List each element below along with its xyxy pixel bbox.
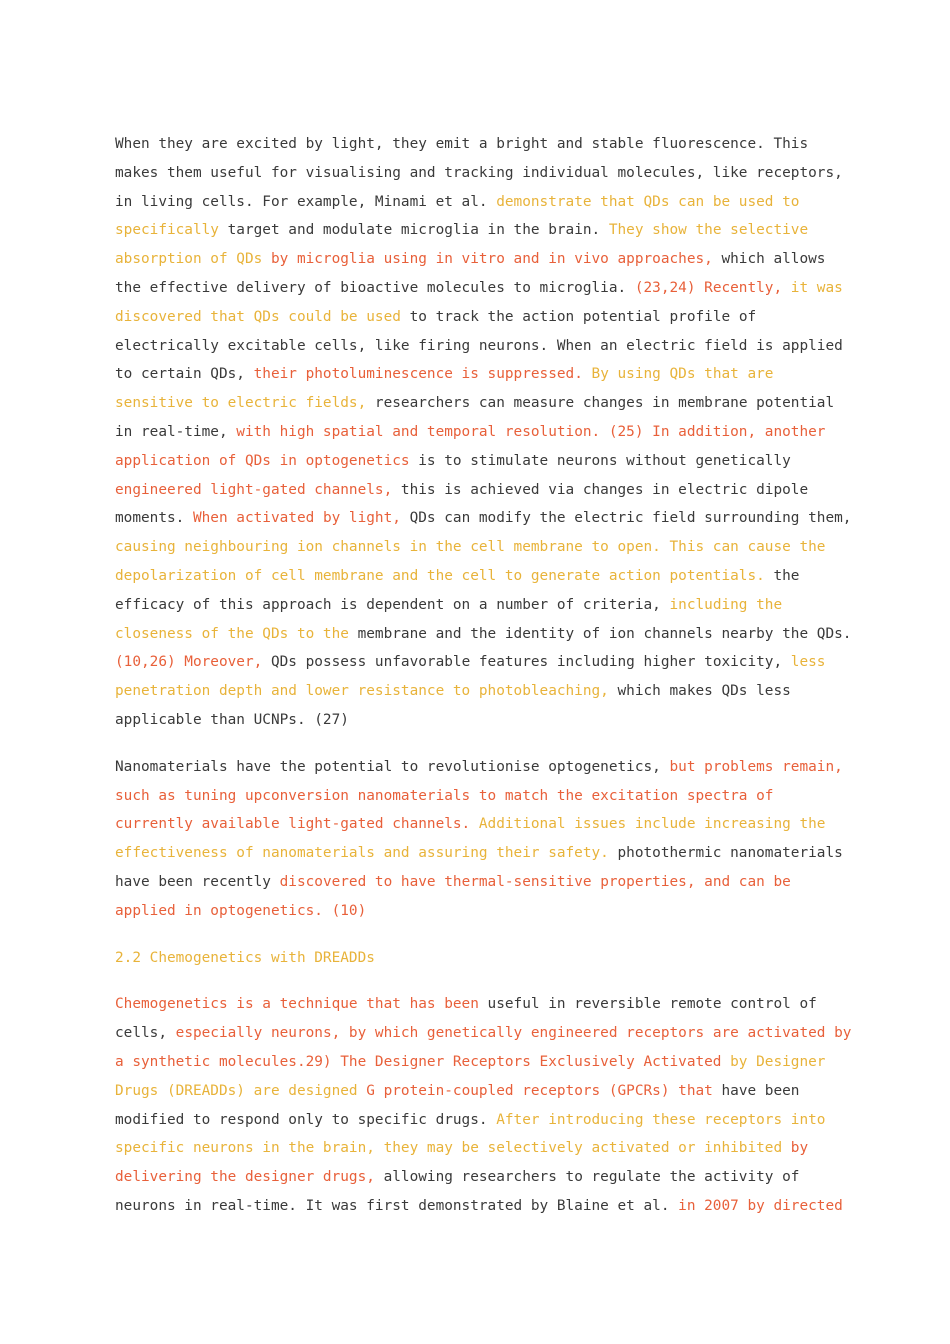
highlighted-text-span: such as tuning upconversion nanomaterials to match the excitation spectra of bbox=[115, 787, 774, 804]
text-line bbox=[115, 274, 845, 303]
text-line bbox=[115, 677, 845, 706]
text-span: When they are excited by light, they emit a bright and stable fluorescence. This bbox=[115, 136, 809, 152]
text-span: QDs can modify the electric field surrounding them, bbox=[400, 510, 852, 527]
text-line bbox=[115, 1163, 845, 1192]
highlighted-text-span: by bbox=[790, 1140, 809, 1157]
text-line bbox=[115, 332, 845, 361]
text-span: the bbox=[764, 567, 800, 584]
text-line bbox=[115, 648, 845, 677]
text-line bbox=[115, 303, 845, 332]
text-line bbox=[115, 504, 852, 533]
highlighted-text-span: 2.2 Chemogenetics with DREADDs bbox=[115, 949, 375, 966]
text-span: neurons in real-time. It was first demonstrated by Blaine et al. bbox=[115, 1197, 679, 1214]
text-line bbox=[115, 706, 845, 735]
text-line bbox=[115, 245, 845, 274]
highlighted-text-span: application of QDs in optogenetics bbox=[115, 452, 410, 469]
highlighted-text-span: G protein-coupled receptors (GPCRs) that bbox=[366, 1082, 713, 1099]
text-line bbox=[115, 1077, 845, 1106]
highlighted-text-span: their photoluminescence is suppressed. bbox=[253, 366, 592, 383]
text-line bbox=[115, 418, 845, 447]
text-line bbox=[115, 944, 845, 973]
text-line bbox=[115, 389, 845, 418]
text-span: QDs possess unfavorable features including higher toxicity, bbox=[262, 654, 791, 671]
highlighted-text-span: They show the selective bbox=[608, 222, 809, 239]
text-span: cells, bbox=[115, 1025, 176, 1042]
text-line bbox=[115, 533, 845, 562]
highlighted-text-span: but problems remain, bbox=[669, 758, 843, 775]
text-line bbox=[115, 188, 845, 217]
highlighted-text-span: demonstrate that QDs can be used to bbox=[496, 193, 800, 210]
text-span: modified to respond only to specific drugs. bbox=[115, 1111, 497, 1128]
highlighted-text-span: by Designer bbox=[730, 1053, 826, 1070]
highlighted-text-span: By using QDs that are bbox=[591, 366, 774, 383]
text-line bbox=[115, 782, 845, 811]
text-span: this is achieved via changes in electric dipole bbox=[392, 481, 809, 498]
highlighted-text-span: in 2007 by directed bbox=[678, 1197, 843, 1214]
text-span: electrically excitable cells, like firing neurons. When an electric field is applied bbox=[115, 337, 843, 354]
highlighted-text-span: currently available light-gated channels. bbox=[115, 816, 479, 833]
document-body bbox=[115, 130, 852, 1239]
text-span: in real-time, bbox=[115, 423, 237, 440]
highlighted-text-span: Drugs (DREADDs) are designed bbox=[115, 1082, 367, 1099]
text-line bbox=[115, 476, 845, 505]
text-line bbox=[115, 1048, 845, 1077]
text-span: membrane and the identity of ion channels nearby the QDs. bbox=[348, 625, 852, 642]
text-line bbox=[115, 839, 845, 868]
highlighted-text-span: When activated by light, bbox=[192, 510, 401, 527]
highlighted-text-span: discovered to have thermal-sensitive properties, and can be bbox=[279, 873, 791, 890]
text-line bbox=[115, 810, 845, 839]
text-line bbox=[115, 620, 852, 649]
text-span: Nanomaterials have the potential to revolutionise optogenetics, bbox=[115, 758, 670, 775]
text-span: to track the action potential profile of bbox=[400, 308, 757, 325]
text-span: makes them useful for visualising and tracking individual molecules, like receptors, bbox=[115, 164, 843, 181]
highlighted-text-span: delivering the designer drugs, bbox=[115, 1169, 375, 1186]
text-line bbox=[115, 753, 845, 782]
text-span: applicable than UCNPs. (27) bbox=[115, 711, 349, 728]
text-span: to certain QDs, bbox=[115, 366, 254, 383]
highlighted-text-span: penetration depth and lower resistance to photobleaching, bbox=[115, 683, 609, 700]
highlighted-text-span: with high spatial and temporal resolution. (25) In addition, another bbox=[236, 423, 826, 440]
highlighted-text-span: (23,24) Recently, bbox=[634, 279, 791, 296]
highlighted-text-span: less bbox=[790, 654, 826, 671]
text-span: which allows bbox=[712, 251, 826, 268]
text-span: the effective delivery of bioactive molecules to microglia. bbox=[115, 279, 635, 296]
highlighted-text-span: causing neighbouring ion channels in the cell membrane to open. This can cause the bbox=[115, 539, 826, 556]
section-heading bbox=[115, 944, 845, 973]
highlighted-text-span: effectiveness of nanomaterials and assuring their safety. bbox=[115, 845, 609, 862]
text-line bbox=[115, 130, 845, 159]
text-line bbox=[115, 990, 845, 1019]
text-span: in living cells. For example, Minami et al. bbox=[115, 193, 497, 210]
text-span: have been bbox=[712, 1082, 800, 1099]
highlighted-text-span: by microglia using in vitro and in vivo approaches, bbox=[270, 251, 713, 268]
text-line bbox=[115, 591, 845, 620]
highlighted-text-span: depolarization of cell membrane and the cell to generate action potentials. bbox=[115, 567, 765, 584]
text-span: moments. bbox=[115, 510, 193, 527]
highlighted-text-span: discovered that QDs could be used bbox=[115, 308, 401, 325]
text-line bbox=[115, 1192, 845, 1221]
highlighted-text-span: a synthetic molecules.29) The Designer Receptors Exclusively Activated bbox=[115, 1053, 731, 1070]
text-line bbox=[115, 1134, 845, 1163]
highlighted-text-span: absorption of QDs bbox=[115, 251, 271, 268]
text-line bbox=[115, 1106, 845, 1135]
text-span: efficacy of this approach is dependent on a number of criteria, bbox=[115, 596, 670, 613]
text-line bbox=[115, 447, 845, 476]
text-span: photothermic nanomaterials bbox=[608, 845, 843, 862]
highlighted-text-span: Additional issues include increasing the bbox=[478, 816, 826, 833]
highlighted-text-span: Chemogenetics is a technique that has been bbox=[115, 996, 479, 1013]
text-line bbox=[115, 897, 845, 926]
highlighted-text-span: (10,26) Moreover, bbox=[115, 654, 263, 671]
paragraph bbox=[115, 990, 852, 1220]
highlighted-text-span: including the bbox=[669, 596, 783, 613]
text-span: which makes QDs less bbox=[608, 683, 791, 700]
paragraph bbox=[115, 753, 845, 926]
paragraph bbox=[115, 130, 852, 735]
text-line bbox=[115, 216, 845, 245]
text-span: target and modulate microglia in the brain. bbox=[218, 222, 609, 239]
text-line bbox=[115, 868, 845, 897]
text-span: is to stimulate neurons without genetically bbox=[409, 452, 791, 469]
highlighted-text-span: specifically bbox=[115, 222, 219, 239]
text-span: have been recently bbox=[115, 873, 280, 890]
text-line bbox=[115, 1019, 852, 1048]
text-line bbox=[115, 360, 845, 389]
highlighted-text-span: sensitive to electric fields, bbox=[115, 395, 367, 412]
highlighted-text-span: closeness of the QDs to the bbox=[115, 625, 349, 642]
highlighted-text-span: engineered light-gated channels, bbox=[115, 481, 393, 498]
text-span: researchers can measure changes in membrane potential bbox=[366, 395, 835, 412]
highlighted-text-span: it was bbox=[790, 279, 843, 296]
highlighted-text-span: specific neurons in the brain, they may be selectively activated or inhibited bbox=[115, 1140, 791, 1157]
highlighted-text-span: applied in optogenetics. (10) bbox=[115, 902, 367, 919]
text-span: useful in reversible remote control of bbox=[478, 996, 817, 1013]
text-line bbox=[115, 562, 845, 591]
highlighted-text-span: especially neurons, by which genetically engineered receptors are activated by bbox=[175, 1025, 852, 1042]
text-line bbox=[115, 159, 845, 188]
text-span: allowing researchers to regulate the activity of bbox=[374, 1169, 800, 1186]
highlighted-text-span: After introducing these receptors into bbox=[496, 1111, 826, 1128]
